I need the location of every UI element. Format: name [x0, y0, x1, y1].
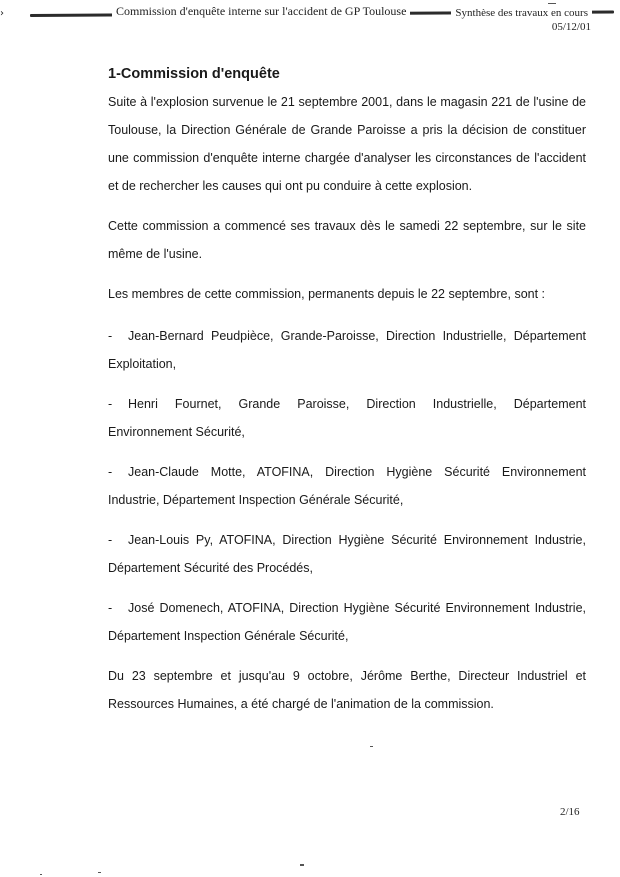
header-mark: › [0, 8, 4, 19]
list-dash: - [108, 465, 113, 479]
member-item [108, 458, 586, 514]
paragraph-members-intro: Les membres de cette commission, permanents depuis le 22 septembre, sont : [108, 287, 546, 301]
list-dash: - [108, 329, 113, 343]
header-date: 05/12/01 [551, 21, 591, 33]
paragraph-start: Cette commission a commencé ses travaux dès le samedi 22 septembre, sur le site même de l'usine. [108, 219, 586, 261]
header-document-title: Commission d'enquête interne sur l'accident de GP Toulouse [112, 4, 410, 19]
section-title: 1-Commission d'enquête [108, 66, 280, 82]
member-item [108, 594, 586, 650]
page-number: 2/16 [560, 806, 580, 818]
member-text: Henri Fournet, Grande Paroisse, Direction Industrielle, Département Environnement Sécurité, [108, 397, 586, 439]
member-item [108, 322, 586, 378]
scan-speck [300, 864, 304, 866]
page-content [108, 66, 586, 730]
member-item [108, 526, 586, 582]
list-dash: - [108, 601, 113, 615]
member-text: Jean-Claude Motte, ATOFINA, Direction Hygiène Sécurité Environnement Industrie, Département Inspection Générale Sécurité, [108, 465, 586, 507]
member-text: Jean-Bernard Peudpièce, Grande-Paroisse, Direction Industrielle, Département Exploitation, [108, 329, 586, 371]
paragraph-closing: Du 23 septembre et jusqu'au 9 octobre, Jérôme Berthe, Directeur Industriel et Ressources Humaines, a été chargé de l'animation de la commission. [108, 669, 586, 711]
scan-speck [40, 874, 42, 875]
list-dash: - [108, 533, 113, 547]
member-text: Jean-Louis Py, ATOFINA, Direction Hygiène Sécurité Environnement Industrie, Département Sécurité des Procédés, [108, 533, 586, 575]
header-report-title: Synthèse des travaux en cours [451, 7, 592, 19]
paragraph-intro: Suite à l'explosion survenue le 21 septembre 2001, dans le magasin 221 de l'usine de Toulouse, la Direction Générale de Grande Paroisse a pris la décision de constituer une commission d'enquête interne chargée d'analyser les circonstances de l'accident et de rechercher les causes qui ont pu conduire à cette explosion. [108, 95, 586, 193]
scan-speck [98, 872, 101, 873]
list-dash: - [108, 397, 113, 411]
scan-speck [370, 746, 373, 747]
member-item [108, 390, 586, 446]
member-text: José Domenech, ATOFINA, Direction Hygiène Sécurité Environnement Industrie, Département Inspection Générale Sécurité, [108, 601, 586, 643]
scan-speck [548, 3, 556, 4]
